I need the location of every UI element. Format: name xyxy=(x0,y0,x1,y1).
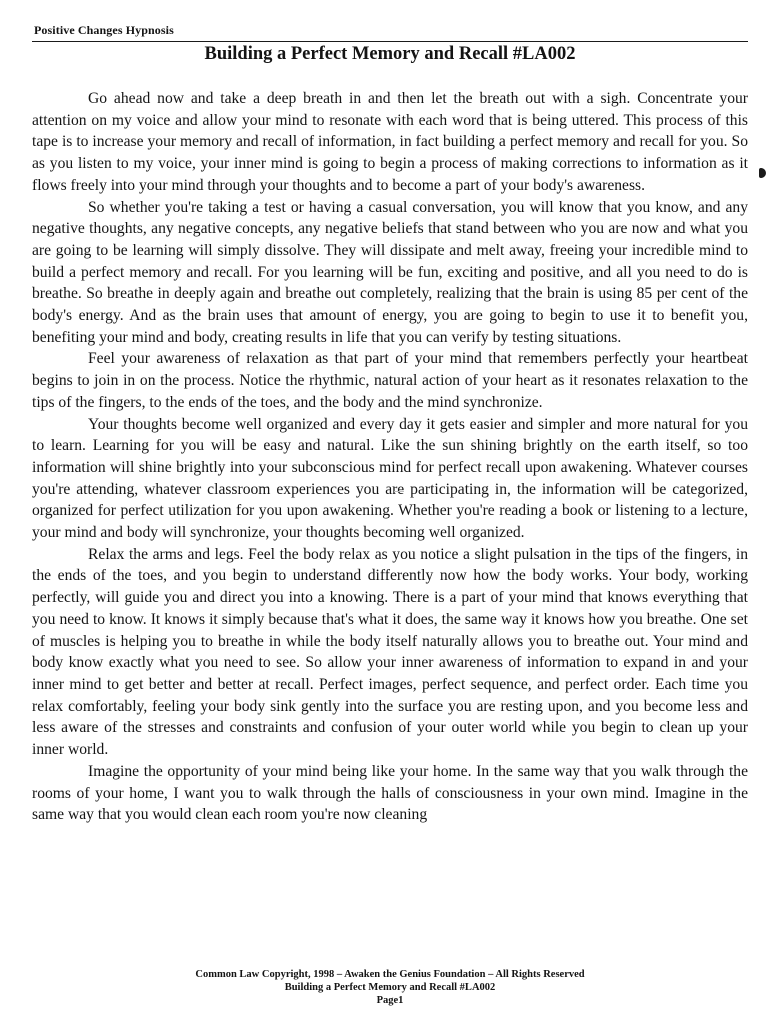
paragraph: Feel your awareness of relaxation as that part of your mind that remembers perfectly your heartbeat begins to join in on the process. Notice the rhythmic, natural action of your heart as it resonates relaxation to the tips of the fingers, to the ends of the toes, and the body and the mind synchronize. xyxy=(32,350,748,411)
paragraph: So whether you're taking a test or having a casual conversation, you will know that you know, and any negative thoughts, any negative concepts, any negative beliefs that stand between who you are now and what you are going to be learning will simply dissolve. They will dissipate and melt away, freeing your incredible mind to build a perfect memory and recall. For you learning will be fun, exciting and positive, and all you need to do is breathe. So breathe in deeply again and breathe out completely, realizing that the brain is using 85 per cent of the body's energy. And as the brain uses that amount of energy, you are going to begin to use it to benefit you, benefiting your mind and body, creating results in life that you can verify by testing situations. xyxy=(32,198,748,346)
page-number: Page1 xyxy=(376,995,404,1006)
header-divider xyxy=(32,41,748,42)
footer-copyright: Common Law Copyright, 1998 – Awaken the Genius Foundation – All Rights Reserved xyxy=(195,969,585,980)
document-body xyxy=(32,88,748,826)
scan-artifact xyxy=(394,491,404,492)
paragraph: Go ahead now and take a deep breath in and then let the breath out with a sigh. Concentrate your attention on my voice and allow your mind to resonate with each word that is being uttered. This process of this tape is to increase your memory and recall of information, in fact building a perfect memory and recall for you. So as you listen to my voice, your inner mind is going to begin a process of making corrections to information as it flows freely into your mind through your thoughts and to become a part of your body's awareness. xyxy=(32,90,748,194)
footer-title: Building a Perfect Memory and Recall #LA002 xyxy=(284,982,496,993)
document-title: Building a Perfect Memory and Recall #LA002 xyxy=(204,44,576,64)
paragraph: Your thoughts become well organized and every day it gets easier and simpler and more natural for you to learn. Learning for you will be easy and natural. Like the sun shining brightly on the earth itself, so too information will shine brightly into your subconscious mind for perfect recall upon awakening. Whatever courses you're attending, whatever classroom experiences you are participating in, the information will be categorized, organized for perfect utilization for you upon awakening. Whether you're reading a book or listening to a lecture, your mind and body will synchronize, your thoughts becoming well organized. xyxy=(32,415,748,542)
margin-ink-mark xyxy=(759,168,766,178)
header-label: Positive Changes Hypnosis xyxy=(34,23,174,37)
page-footer xyxy=(32,968,748,1007)
paragraph: Imagine the opportunity of your mind being like your home. In the same way that you walk through the rooms of your home, I want you to walk through the halls of consciousness in your own mind. Imagine in the same way that you would clean each room you're now cleaning xyxy=(32,762,748,824)
paragraph: Relax the arms and legs. Feel the body relax as you notice a slight pulsation in the tips of the fingers, in the ends of the toes, and you begin to understand differently now how the body works. Your body, working perfectly, will guide you and direct you into a knowing. There is a part of your mind that knows everything that you need to know. It knows it simply because that's what it does, the same way it knows how you breathe. One set of muscles is helping you to breathe in while the body itself naturally allows you to breathe out. Your mind and body know exactly what you need to see. So allow your inner awareness of information to expand in and your inner mind to get better and better at recall. Perfect images, perfect sequence, and perfect order. Each time you relax comfortably, feeling your body sink gently into the surface you are resting upon, and you become less and less aware of the stresses and constraints and confusion of your outer world while you begin to clean up your inner world. xyxy=(32,545,748,759)
